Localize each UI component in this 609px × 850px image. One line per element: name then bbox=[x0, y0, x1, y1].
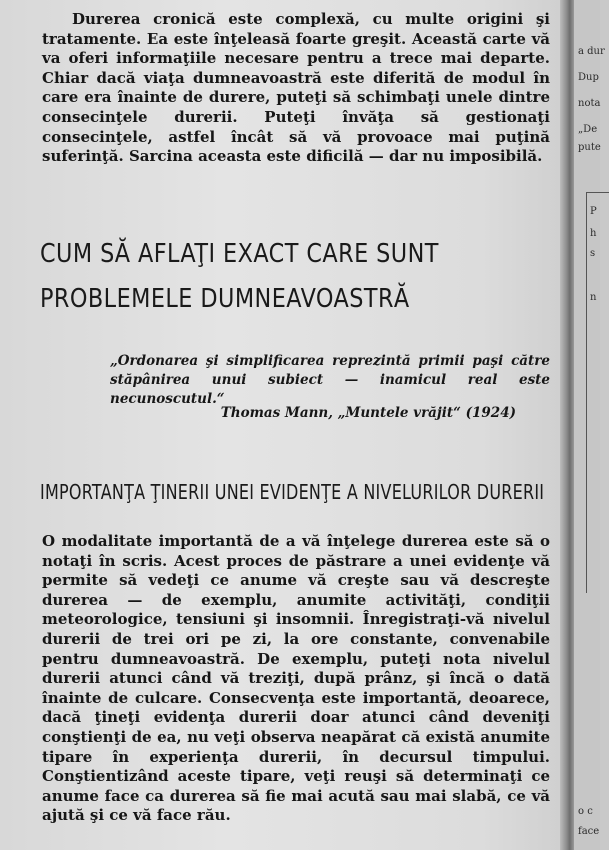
adjacent-page-fragment: pute bbox=[578, 142, 601, 153]
adjacent-page-fragment: h bbox=[590, 228, 597, 239]
adjacent-page-fragment: a dur bbox=[578, 46, 605, 57]
adjacent-page-fragment: nota bbox=[578, 98, 601, 109]
adjacent-page-fragment: s bbox=[590, 248, 596, 259]
section-heading-line-2: PROBLEMELE DUMNEAVOASTRĂ bbox=[40, 284, 410, 314]
adjacent-page-fragment: Dup bbox=[578, 72, 599, 83]
adjacent-page-fragment: face bbox=[578, 826, 600, 837]
subheading: IMPORTANŢA ŢINERII UNEI EVIDENŢE A NIVELURILOR DURERII bbox=[40, 480, 545, 504]
intro-paragraph: Durerea cronică este complexă, cu multe origini şi tratamente. Ea este înţeleasă foarte greşit. Această carte vă va oferi informaţiile necesare pentru a trece mai departe. Chiar dacă viaţa dumneavoastră este diferită de modul în care era înainte de durere, puteţi să schimbaţi unele dintre consecinţele durerii. Puteţi învăţa să gestionaţi consecinţele, astfel încât să vă provoace mai puţină suferinţă. Sarcina aceasta este dificilă — dar nu imposibilă. bbox=[42, 10, 550, 166]
epigraph-quote: „Ordonarea şi simplificarea reprezintă primii paşi către stăpânirea unui subiect — inamicul real este necunoscutul.“ bbox=[110, 353, 550, 407]
adjacent-page-edge bbox=[574, 0, 605, 850]
adjacent-page-fragment: n bbox=[590, 292, 597, 303]
body-paragraph: O modalitate importantă de a vă înţelege durerea este să o notaţi în scris. Acest proces de păstrare a unei evidenţe vă permite să vedeţi ce anume vă creşte sau vă descreşte durerea — de exemplu, anumite activităţi, condiţii meteorologice, tensiuni şi insomnii. Înregistraţi-vă nivelul durerii de trei ori pe zi, la ore constante, convenabile pentru dumneavoastră. De exemplu, puteţi nota nivelul durerii atunci când vă treziţi, după prânz, şi încă o dată înainte de culcare. Consecvenţa este importantă, deoarece, dacă ţineţi evidenţa durerii doar atunci când deveniţi conştienţi de ea, nu veţi observa neapărat că există anumite tipare în experienţa durerii, în decursul timpului. Conştientizând aceste tipare, veţi reuşi să determinaţi ce anume face ca durerea să fie mai acută sau mai slabă, ce vă ajută şi ce vă face rău. bbox=[42, 532, 550, 825]
adjacent-page-fragment: o c bbox=[578, 806, 593, 817]
section-heading-line-1: CUM SĂ AFLAŢI EXACT CARE SUNT bbox=[40, 239, 439, 269]
adjacent-page-fragment: „De bbox=[578, 124, 598, 135]
adjacent-page-fragment: P bbox=[590, 206, 597, 217]
book-gutter bbox=[560, 0, 574, 850]
epigraph-attribution: Thomas Mann, „Muntele vrăjit“ (1924) bbox=[220, 405, 516, 421]
section-heading bbox=[40, 232, 487, 322]
